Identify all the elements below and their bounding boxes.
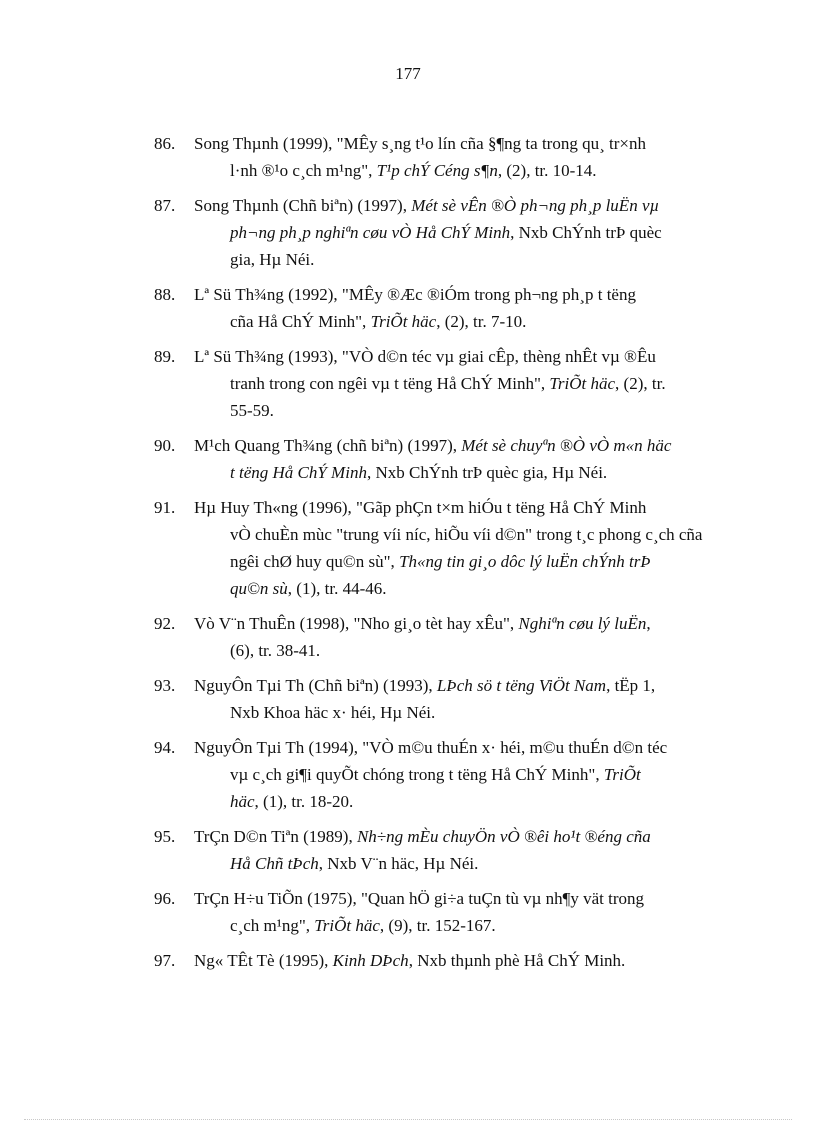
reference-text: (6), tr. 38-41.: [230, 641, 321, 660]
reference-number: 96.: [154, 889, 176, 908]
reference-title-italic: Nh÷ng mÈu chuyÖn vÒ ®êi ho¹t ®éng cña: [356, 827, 651, 846]
reference-line: [194, 308, 740, 335]
reference-line: [194, 219, 740, 246]
reference-item: [154, 281, 740, 335]
reference-line: [194, 823, 740, 850]
reference-text: TrÇn H÷u TiÕn (1975), "Quan hÖ gi÷a tuÇn tù vµ nh¶y vät trong: [194, 889, 645, 908]
reference-number: 86.: [154, 134, 176, 153]
reference-line: [194, 459, 740, 486]
reference-text: l·nh ®¹o c¸ch m¹ng",: [230, 161, 377, 180]
reference-text: 55-59.: [230, 401, 274, 420]
reference-item: [154, 432, 740, 486]
reference-text: Hµ Huy Th«ng (1996), "Gãp phÇn t×m hiÓu t tëng Hå ChÝ Minh: [194, 498, 647, 517]
reference-item: [154, 494, 740, 602]
reference-number: 92.: [154, 614, 176, 633]
reference-line: [194, 912, 740, 939]
reference-line: [194, 494, 740, 521]
reference-line: [194, 157, 740, 184]
reference-number: 94.: [154, 738, 176, 757]
reference-text: TrÇn D©n Tiªn (1989),: [194, 827, 357, 846]
reference-number: 91.: [154, 498, 176, 517]
reference-item: [154, 947, 740, 974]
reference-text: , (2), tr. 10-14.: [497, 161, 597, 180]
reference-title-italic: Mét sè vÊn ®Ò ph¬ng ph¸p luËn vµ: [411, 196, 660, 215]
reference-text: ,: [646, 614, 651, 633]
reference-text: Song Thµnh (1999), "MÊy s¸ng t¹o lín cña §¶ng ta trong qu¸ tr×nh: [194, 134, 646, 153]
reference-line: [194, 885, 740, 912]
reference-line: [194, 370, 740, 397]
footer-divider: [24, 1119, 792, 1120]
reference-line: [194, 246, 740, 273]
reference-line: [194, 734, 740, 761]
reference-text: , (1), tr. 44-46.: [287, 579, 387, 598]
reference-number: 90.: [154, 436, 176, 455]
reference-line: [194, 521, 740, 548]
reference-text: , tËp 1,: [606, 676, 656, 695]
reference-line: [194, 281, 740, 308]
reference-item: [154, 672, 740, 726]
reference-text: , Nxb V¨n häc, Hµ Néi.: [318, 854, 479, 873]
reference-title-italic: häc: [230, 792, 255, 811]
reference-title-italic: Th«ng tin gi¸o dôc lý luËn chÝnh trÞ: [399, 552, 651, 571]
reference-item: [154, 130, 740, 184]
reference-line: [194, 850, 740, 877]
reference-number: 95.: [154, 827, 176, 846]
reference-item: [154, 734, 740, 815]
reference-number: 89.: [154, 347, 176, 366]
page-number: 177: [395, 64, 421, 83]
reference-text: , Nxb thµnh phè Hå ChÝ Minh.: [408, 951, 626, 970]
reference-title-italic: TriÕt häc: [549, 374, 616, 393]
reference-text: Lª Sü Th¾ng (1992), "MÊy ®Æc ®iÓm trong ph¬ng ph¸p t tëng: [194, 285, 636, 304]
reference-text: , (1), tr. 18-20.: [254, 792, 354, 811]
reference-text: tranh trong con ngêi vµ t tëng Hå ChÝ Minh",: [230, 374, 550, 393]
reference-number: 97.: [154, 951, 176, 970]
reference-number: 88.: [154, 285, 176, 304]
reference-title-italic: Kinh DÞch: [332, 951, 409, 970]
reference-text: NguyÔn Tµi Th (Chñ biªn) (1993),: [194, 676, 437, 695]
reference-line: [194, 672, 740, 699]
reference-title-italic: qu©n sù: [230, 579, 288, 598]
reference-title-italic: ph¬ng ph¸p nghiªn cøu vÒ Hå ChÝ Minh: [230, 223, 511, 242]
reference-text: , Nxb ChÝnh trÞ quèc gia, Hµ Néi.: [366, 463, 608, 482]
reference-line: [194, 192, 740, 219]
reference-line: [194, 637, 740, 664]
reference-text: , Nxb ChÝnh trÞ quèc: [510, 223, 662, 242]
reference-text: vÒ chuÈn mùc "trung víi níc, hiÕu víi d©n" trong t¸c phong c¸ch cña: [230, 525, 703, 544]
reference-title-italic: TriÕt häc: [314, 916, 380, 935]
reference-line: [194, 432, 740, 459]
reference-line: [194, 788, 740, 815]
reference-text: Lª Sü Th¾ng (1993), "VÒ d©n téc vµ giai cÊp, thèng nhÊt vµ ®Êu: [194, 347, 656, 366]
reference-text: Ng« TÊt Tè (1995),: [194, 951, 333, 970]
reference-text: Vò V¨n ThuÊn (1998), "Nho gi¸o tèt hay xÊu",: [194, 614, 519, 633]
reference-line: [194, 397, 740, 424]
reference-text: NguyÔn Tµi Th (1994), "VÒ m©u thuÉn x· héi, m©u thuÉn d©n téc: [194, 738, 668, 757]
reference-line: [194, 130, 740, 157]
reference-item: [154, 885, 740, 939]
reference-title-italic: LÞch sö t tëng ViÖt Nam: [436, 676, 607, 695]
reference-item: [154, 823, 740, 877]
reference-text: vµ c¸ch gi¶i quyÕt chóng trong t tëng Hå ChÝ Minh",: [230, 765, 604, 784]
reference-line: [194, 699, 740, 726]
reference-item: [154, 343, 740, 424]
reference-line: [194, 575, 740, 602]
reference-text: M¹ch Quang Th¾ng (chñ biªn) (1997),: [194, 436, 462, 455]
reference-title-italic: TriÕt: [603, 765, 641, 784]
reference-text: cña Hå ChÝ Minh",: [230, 312, 371, 331]
reference-list: [154, 130, 740, 982]
reference-title-italic: t tëng Hå ChÝ Minh: [230, 463, 367, 482]
reference-title-italic: TriÕt häc: [370, 312, 437, 331]
reference-line: [194, 761, 740, 788]
reference-number: 93.: [154, 676, 176, 695]
reference-text: gia, Hµ Néi.: [230, 250, 315, 269]
reference-title-italic: T¹p chÝ Céng s¶n: [376, 161, 498, 180]
reference-item: [154, 192, 740, 273]
reference-line: [194, 947, 740, 974]
reference-text: , (9), tr. 152-167.: [379, 916, 496, 935]
reference-line: [194, 610, 740, 637]
reference-text: Song Thµnh (Chñ biªn) (1997),: [194, 196, 412, 215]
reference-number: 87.: [154, 196, 176, 215]
reference-text: , (2), tr.: [615, 374, 666, 393]
reference-item: [154, 610, 740, 664]
reference-text: c¸ch m¹ng",: [230, 916, 315, 935]
reference-line: [194, 548, 740, 575]
reference-line: [194, 343, 740, 370]
reference-title-italic: Nghiªn cøu lý luËn: [518, 614, 647, 633]
reference-text: Nxb Khoa häc x· héi, Hµ Néi.: [230, 703, 436, 722]
reference-title-italic: Hå Chñ tÞch: [230, 854, 319, 873]
reference-text: , (2), tr. 7-10.: [436, 312, 527, 331]
reference-text: ngêi chØ huy qu©n sù",: [230, 552, 400, 571]
reference-title-italic: Mét sè chuyªn ®Ò vÒ m«n häc: [461, 436, 672, 455]
